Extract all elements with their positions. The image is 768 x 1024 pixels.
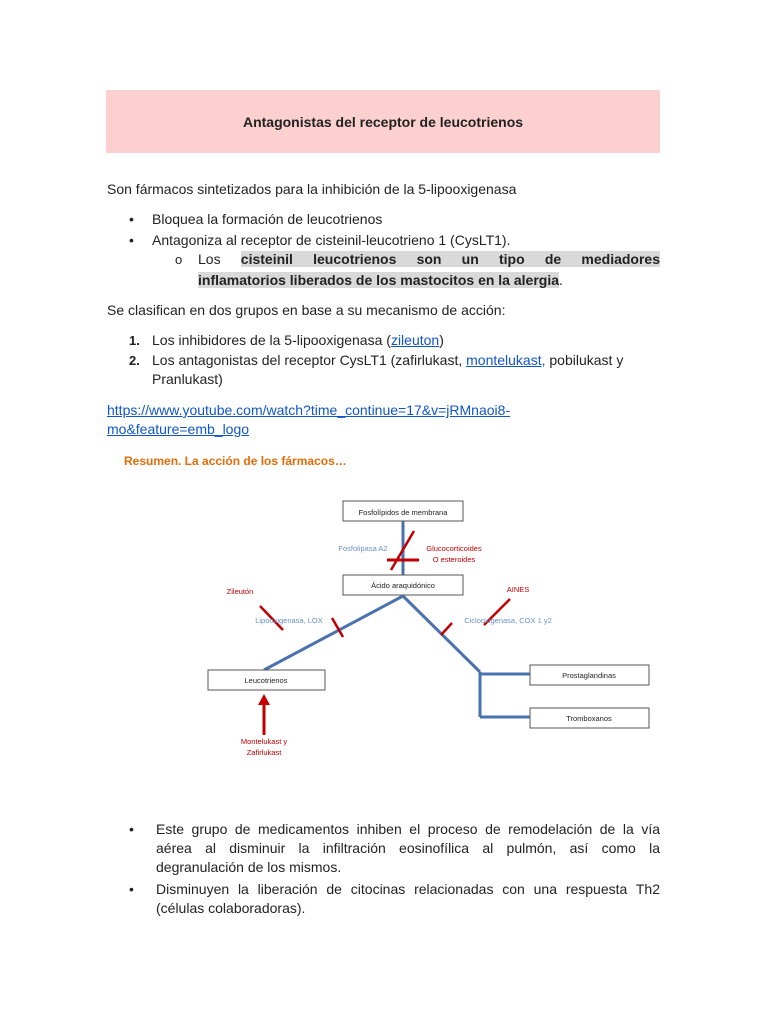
label-esteroides: O esteroides [432,555,476,564]
label-prostaglandinas: Prostaglandinas [562,671,616,680]
label-fosfolipidos: Fosfolípidos de membrana [358,508,448,517]
intro-paragraph: Son fármacos sintetizados para la inhibición de la 5-lipooxigenasa [107,181,517,197]
inhibition-bar-cox [441,623,452,635]
sub-bullet-prefix: Los [198,251,221,267]
bullet-dot: • [129,232,134,248]
bullet-2-2-line-1: Disminuyen la liberación de citocinas relacionadas con una respuesta Th2 [156,881,660,897]
summary-title: Resumen. La acción de los fármacos… [124,454,347,468]
bullet-dot: • [129,821,134,837]
label-tromboxanos: Tromboxanos [566,714,612,723]
bullet-item: Bloquea la formación de leucotrienos [152,211,383,227]
numbered-item-1 [152,331,444,350]
label-lipooxigenasa: Lipooxigenasa, LOX [255,616,323,625]
numbered-item-text: Los antagonistas del receptor CysLT1 (zafirlukast, [152,352,467,368]
numbered-item-2 [152,351,623,370]
label-zileuton: Zileutón [226,587,254,596]
page-title: Antagonistas del receptor de leucotrienos [242,113,524,130]
highlighted-text-2: inflamatorios liberados de los mastocitos en la alergia [198,272,559,288]
connector-line [264,596,403,670]
bullet-2-1-line-3: degranulación de los mismos. [156,859,342,875]
list-number: 2. [129,353,140,368]
sub-bullet-marker: o [175,252,183,267]
link-montelukast[interactable]: montelukast, [466,352,546,368]
bullet-2-1-line-1: Este grupo de medicamentos inhiben el proceso de remodelación de la vía [156,821,660,837]
numbered-item-2-cont: Pranlukast) [152,371,223,387]
sub-bullet-line-1 [198,250,660,269]
label-leucotrienos: Leucotrienos [244,676,288,685]
numbered-item-text: ) [439,332,444,348]
arrow-up-icon [258,694,270,705]
list-number: 1. [129,333,140,348]
bullet-dot: • [129,881,134,897]
bullet-dot: • [129,211,134,227]
bullet-item: Antagoniza al receptor de cisteinil-leucotrieno 1 (CysLT1). [152,232,511,248]
numbered-item-text: Los inhibidores de la 5-lipooxigenasa ( [152,332,391,348]
link-zileuton[interactable]: zileuton [390,332,440,348]
bullet-2-2-line-2: (células colaboradoras). [156,900,306,916]
label-aines: AINES [506,585,530,594]
classify-paragraph: Se clasifican en dos grupos en base a su mecanismo de acción: [107,302,506,318]
label-montelukast: Montelukast y [240,737,288,746]
youtube-link-line-1[interactable]: https://www.youtube.com/watch?time_continue=17&v=jRMnaoi8- [107,402,511,418]
youtube-link-line-2[interactable]: mo&feature=emb_logo [107,421,250,437]
label-acido: Ácido araquidónico [371,581,435,590]
numbered-item-text: pobilukast y [545,352,624,368]
title-box [106,90,660,153]
sub-bullet-line-2 [198,271,563,290]
label-ciclooxigenasa: Ciclooxigenasa, COX 1 y2 [464,616,552,625]
leukotriene-pathway-diagram [200,490,660,770]
highlighted-text-1: cisteinil leucotrienos son un tipo de mediadores [240,251,660,267]
label-zafirlukast: Zafirlukast [246,748,282,757]
label-fosfolipasa: Fosfolipasa A2 [338,544,388,553]
label-glucocorticoides: Glucocorticoides [426,544,482,553]
sub-bullet-suffix: . [559,272,563,288]
bullet-2-1-line-2: aérea al disminuir la infiltración eosinofílica al pulmón, así como la [156,840,660,856]
